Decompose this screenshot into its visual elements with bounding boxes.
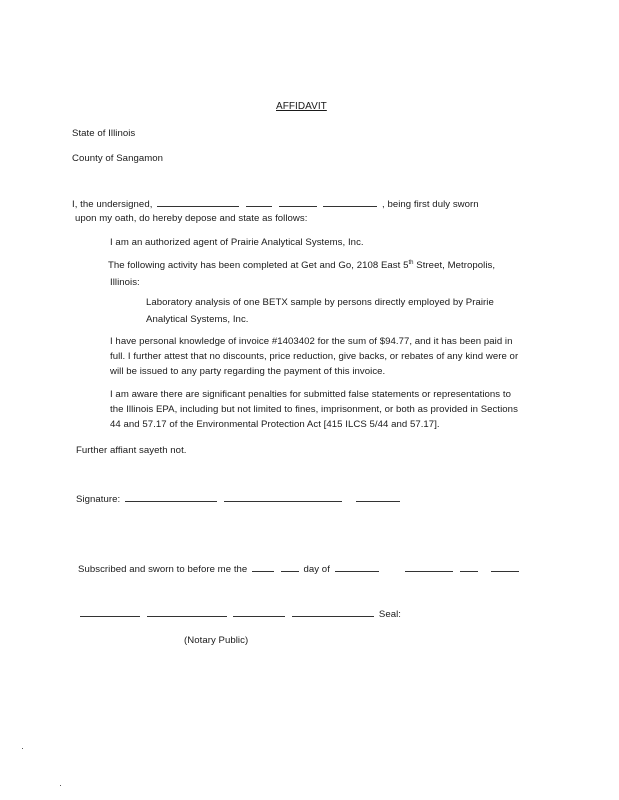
intro-start: I, the undersigned, bbox=[72, 199, 153, 210]
invoice-line-3: will be issued to any party regarding the payment of this invoice. bbox=[110, 366, 386, 377]
agent-statement: I am an authorized agent of Prairie Analytical Systems, Inc. bbox=[110, 237, 364, 248]
activity-desc-line-1: Laboratory analysis of one BETX sample by persons directly employed by Prairie bbox=[146, 297, 494, 308]
notary-blank-2 bbox=[147, 608, 227, 617]
closing-statement: Further affiant sayeth not. bbox=[76, 445, 187, 456]
title-blank bbox=[279, 198, 317, 207]
activity-desc-line-2: Analytical Systems, Inc. bbox=[146, 314, 249, 325]
penalty-line-2: the Illinois EPA, including but not limited to fines, imprisonment, or both as provided in Sections bbox=[110, 404, 518, 415]
intro-line-1 bbox=[72, 198, 479, 210]
subscribed-text: Subscribed and sworn to before me the bbox=[78, 564, 248, 575]
state-line: State of Illinois bbox=[72, 128, 136, 139]
signature-blank-1 bbox=[125, 493, 217, 502]
notary-blank-1 bbox=[80, 608, 140, 617]
document-title: AFFIDAVIT bbox=[276, 101, 327, 112]
notary-signature-line bbox=[78, 608, 401, 620]
notary-blank-3 bbox=[233, 608, 285, 617]
seal-label: Seal: bbox=[378, 609, 401, 620]
activity-text-b: Street, Metropolis, bbox=[413, 260, 496, 271]
day-blank bbox=[252, 563, 274, 572]
penalty-line-1: I am aware there are significant penalties for submitted false statements or representations to bbox=[110, 389, 511, 400]
notary-public-label: (Notary Public) bbox=[184, 635, 249, 646]
notary-blank-4 bbox=[292, 608, 374, 617]
day-blank-2 bbox=[281, 563, 299, 572]
ordinal-suffix: th bbox=[408, 260, 414, 266]
penalty-line-3: 44 and 57.17 of the Environmental Protection Act [415 ILCS 5/44 and 57.17]. bbox=[110, 419, 440, 430]
subscribed-line bbox=[78, 563, 521, 575]
signature-blank-3 bbox=[356, 493, 400, 502]
name-blank bbox=[157, 198, 239, 207]
year-blank-3 bbox=[491, 563, 519, 572]
day-of-text: day of bbox=[303, 564, 330, 575]
name-blank-2 bbox=[246, 198, 272, 207]
month-blank bbox=[335, 563, 379, 572]
activity-text-a: The following activity has been completed at Get and Go, 2108 East 5 bbox=[108, 260, 409, 271]
year-blank-2 bbox=[460, 563, 478, 572]
invoice-line-2: full. I further attest that no discounts, price reduction, give backs, or rebates of any kind were or bbox=[110, 351, 519, 362]
invoice-line-1: I have personal knowledge of invoice #1403402 for the sum of $94.77, and it has been paid in bbox=[110, 336, 513, 347]
year-blank bbox=[405, 563, 453, 572]
scan-speck bbox=[60, 785, 61, 786]
intro-end: , being first duly sworn bbox=[382, 199, 479, 210]
company-blank bbox=[323, 198, 377, 207]
county-line: County of Sangamon bbox=[72, 153, 164, 164]
signature-line bbox=[76, 493, 402, 505]
scan-speck bbox=[22, 748, 23, 749]
signature-label: Signature: bbox=[76, 494, 121, 505]
intro-line-2: upon my oath, do hereby depose and state as follows: bbox=[75, 213, 308, 224]
activity-line-1 bbox=[108, 261, 495, 271]
activity-line-2: Illinois: bbox=[110, 277, 140, 288]
signature-blank-2 bbox=[224, 493, 342, 502]
